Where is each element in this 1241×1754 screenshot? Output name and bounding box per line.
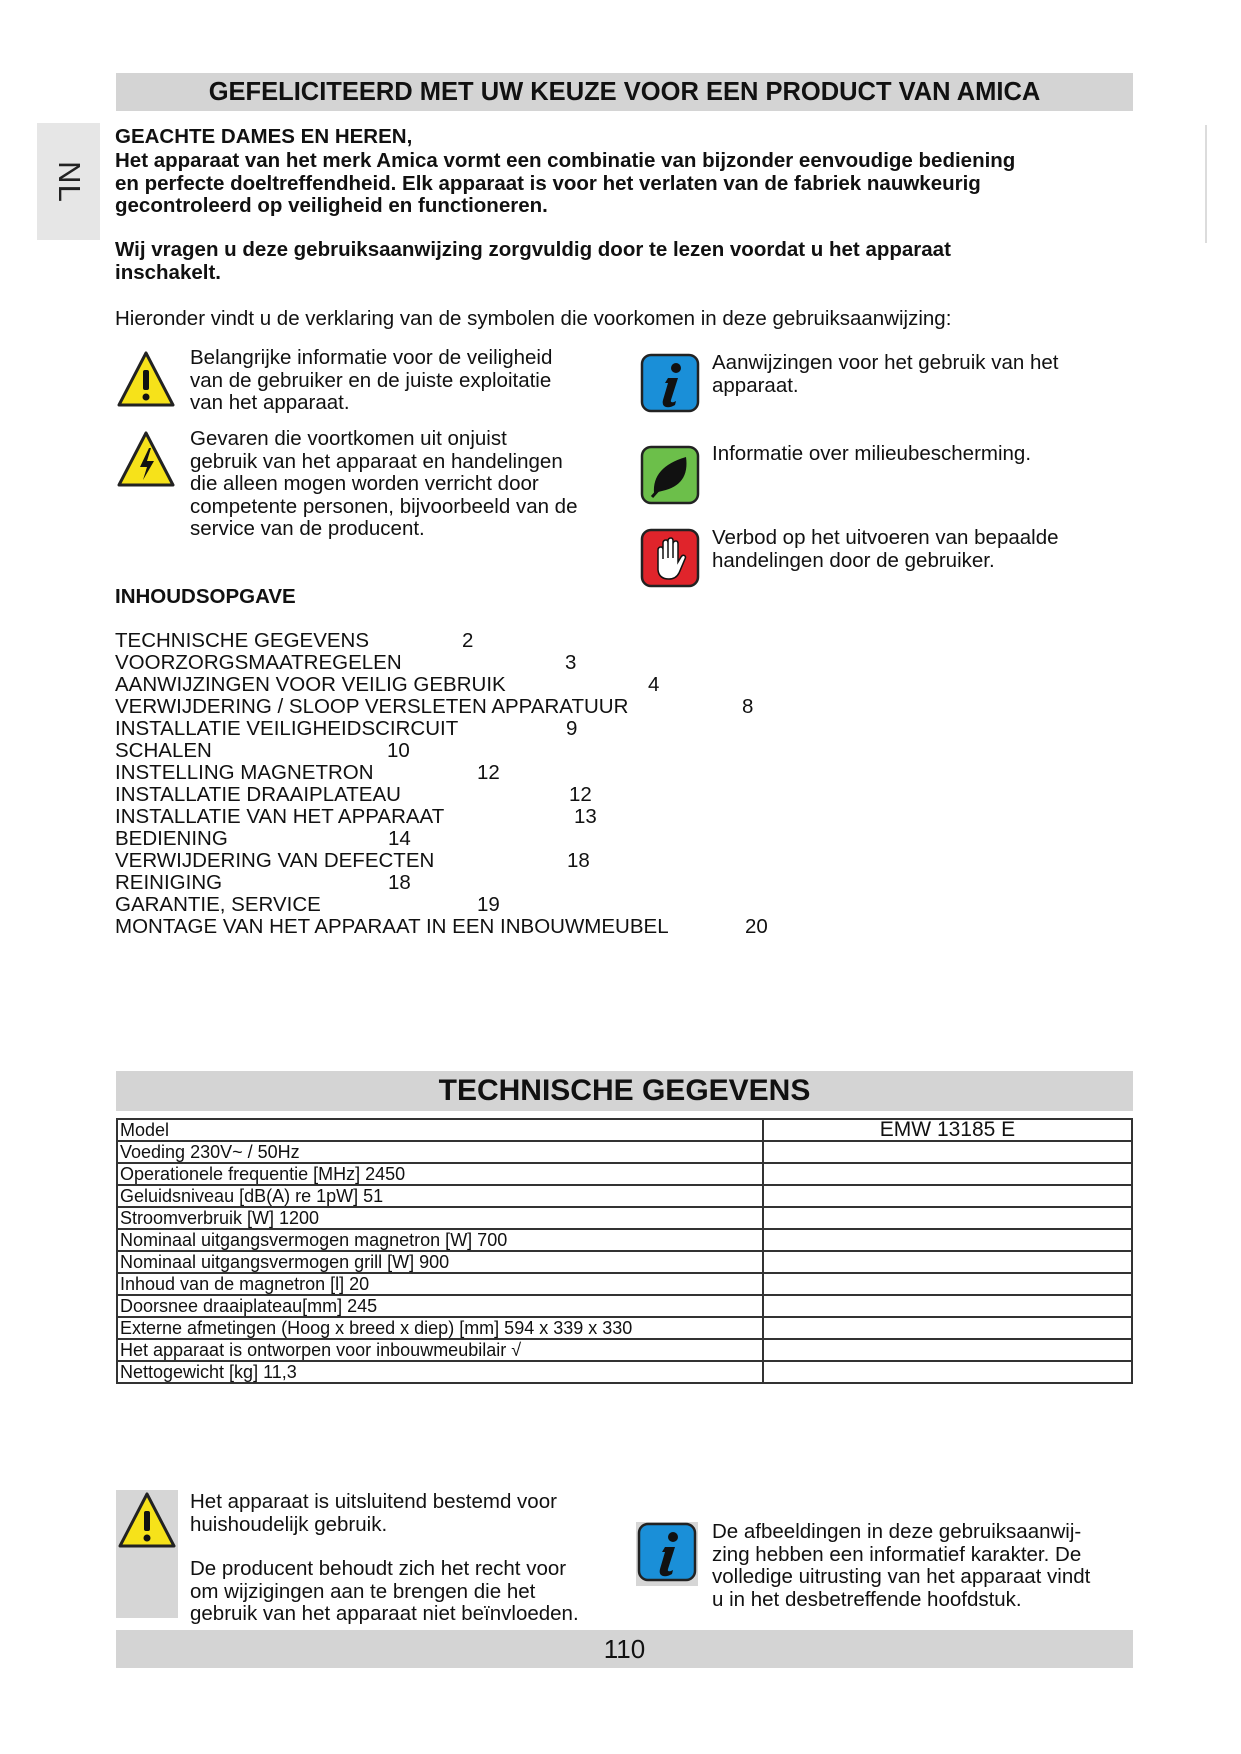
table-row bbox=[117, 1273, 1132, 1295]
table-row bbox=[117, 1163, 1132, 1185]
page-number: 110 bbox=[603, 1634, 646, 1664]
toc-item-page: 8 bbox=[742, 695, 754, 718]
stop-hand-icon bbox=[640, 528, 700, 588]
table-row bbox=[117, 1119, 1132, 1141]
text-line: zing hebben een informatief karakter. De bbox=[712, 1542, 1082, 1566]
text-line: apparaat. bbox=[712, 373, 799, 397]
table-row bbox=[117, 1251, 1132, 1273]
intro-paragraph bbox=[115, 150, 1115, 218]
salutation: GEACHTE DAMES EN HEREN, bbox=[115, 125, 413, 148]
spec-value bbox=[763, 1295, 1132, 1317]
table-row bbox=[117, 1141, 1132, 1163]
changes-note bbox=[190, 1558, 579, 1626]
leaf-icon bbox=[640, 445, 700, 505]
table-row bbox=[117, 1295, 1132, 1317]
toc-item-title: BEDIENING bbox=[115, 827, 228, 850]
spec-label: Externe afmetingen (Hoog x breed x diep) [mm] 594 x 339 x 330 bbox=[117, 1317, 763, 1339]
toc-item-page: 2 bbox=[462, 629, 474, 652]
toc-item-page: 9 bbox=[566, 717, 578, 740]
text-line: die alleen mogen worden verricht door bbox=[190, 472, 539, 495]
toc-item-title: INSTELLING MAGNETRON bbox=[115, 761, 374, 784]
toc-item-title: SCHALEN bbox=[115, 739, 212, 762]
text-line: De afbeeldingen in deze gebruiksaanwij- bbox=[712, 1520, 1082, 1543]
spec-value bbox=[763, 1185, 1132, 1207]
text-line: volledige uitrusting van het apparaat vindt bbox=[712, 1565, 1091, 1588]
text-line: u in het desbetreffende hoofdstuk. bbox=[712, 1587, 1022, 1611]
text-line: Informatie over milieubescherming. bbox=[712, 442, 1032, 465]
spec-label: Nettogewicht [kg] 11,3 bbox=[117, 1361, 763, 1383]
intro-line: gecontroleerd op veiligheid en functioneren. bbox=[115, 194, 548, 217]
toc-item-page: 18 bbox=[388, 871, 411, 894]
table-row bbox=[117, 1229, 1132, 1251]
spec-value bbox=[763, 1229, 1132, 1251]
page-footer bbox=[116, 1630, 1133, 1668]
spec-label: Nominaal uitgangsvermogen magnetron [W] 700 bbox=[117, 1229, 763, 1251]
text-line: van het apparaat. bbox=[190, 391, 350, 414]
spec-label: Geluidsniveau [dB(A) re 1pW] 51 bbox=[117, 1185, 763, 1207]
toc-item-page: 18 bbox=[567, 849, 590, 872]
spec-label: Voeding 230V~ / 50Hz bbox=[117, 1141, 763, 1163]
text-line: gebruik van het apparaat en handelingen bbox=[190, 449, 563, 473]
info-icon bbox=[640, 353, 700, 413]
spec-value bbox=[763, 1317, 1132, 1339]
spec-label: Inhoud van de magnetron [l] 20 bbox=[117, 1273, 763, 1295]
safety-symbol-text bbox=[190, 347, 552, 415]
spec-label: Doorsnee draaiplateau[mm] 245 bbox=[117, 1295, 763, 1317]
spec-value bbox=[763, 1273, 1132, 1295]
toc-heading: INHOUDSOPGAVE bbox=[115, 585, 296, 608]
page-title: GEFELICITEERD MET UW KEUZE VOOR EEN PRODUCT VAN AMICA bbox=[208, 78, 1041, 106]
request-line: inschakelt. bbox=[115, 260, 221, 284]
language-tab bbox=[37, 123, 100, 240]
toc-item-title: INSTALLATIE VAN HET APPARAAT bbox=[115, 805, 445, 828]
request-paragraph bbox=[115, 239, 1115, 284]
language-label: NL bbox=[51, 160, 87, 203]
text-line: competente personen, bijvoorbeeld van de bbox=[190, 494, 578, 518]
high-voltage-icon bbox=[116, 430, 176, 490]
tech-section-title: TECHNISCHE GEGEVENS bbox=[438, 1074, 811, 1107]
text-line: van de gebruiker en de juiste exploitatie bbox=[190, 368, 552, 392]
text-line: huishoudelijk gebruik. bbox=[190, 1512, 388, 1536]
spec-label: Het apparaat is ontworpen voor inbouwmeubilair √ bbox=[117, 1339, 763, 1361]
spec-label: Stroomverbruik [W] 1200 bbox=[117, 1207, 763, 1229]
info-icon bbox=[637, 1522, 697, 1582]
spec-value bbox=[763, 1163, 1132, 1185]
spec-value bbox=[763, 1339, 1132, 1361]
toc-item-page: 13 bbox=[574, 805, 597, 828]
warning-icon bbox=[117, 1491, 177, 1551]
warning-icon bbox=[116, 350, 176, 410]
toc-item-page: 14 bbox=[388, 827, 411, 850]
illustrations-note bbox=[712, 1521, 1090, 1611]
text-line: Het apparaat is uitsluitend bestemd voor bbox=[190, 1490, 557, 1513]
table-row bbox=[117, 1185, 1132, 1207]
danger-symbol-text bbox=[190, 428, 578, 541]
table-row bbox=[117, 1339, 1132, 1361]
spec-label: Nominaal uitgangsvermogen grill [W] 900 bbox=[117, 1251, 763, 1273]
spec-value bbox=[763, 1251, 1132, 1273]
text-line: handelingen door de gebruiker. bbox=[712, 548, 995, 572]
toc-item-title: AANWIJZINGEN VOOR VEILIG GEBRUIK bbox=[115, 673, 506, 696]
request-line: Wij vragen u deze gebruiksaanwijzing zorgvuldig door te lezen voordat u het apparaat bbox=[115, 238, 951, 261]
toc-item-title: INSTALLATIE DRAAIPLATEAU bbox=[115, 783, 401, 806]
text-line: Verbod op het uitvoeren van bepaalde bbox=[712, 526, 1059, 549]
toc-item-title: GARANTIE, SERVICE bbox=[115, 893, 321, 916]
spec-value bbox=[763, 1361, 1132, 1383]
spec-label: Operationele frequentie [MHz] 2450 bbox=[117, 1163, 763, 1185]
toc-item-page: 19 bbox=[477, 893, 500, 916]
toc-item-page: 10 bbox=[387, 739, 410, 762]
text-line: om wijzigingen aan te brengen die het bbox=[190, 1579, 536, 1603]
toc-item-title: VERWIJDERING VAN DEFECTEN bbox=[115, 849, 435, 872]
toc-item-title: INSTALLATIE VEILIGHEIDSCIRCUIT bbox=[115, 717, 459, 740]
spec-label: Model bbox=[117, 1119, 763, 1141]
table-row bbox=[117, 1361, 1132, 1383]
spec-value bbox=[763, 1207, 1132, 1229]
text-line: Aanwijzingen voor het gebruik van het bbox=[712, 351, 1059, 374]
table-of-contents bbox=[115, 630, 815, 940]
symbols-intro: Hieronder vindt u de verklaring van de symbolen die voorkomen in deze gebruiksaanwijzing: bbox=[115, 307, 952, 330]
household-note bbox=[190, 1491, 557, 1536]
toc-item-page: 3 bbox=[565, 651, 577, 674]
text-line: service van de producent. bbox=[190, 517, 425, 540]
toc-item-title: VOORZORGSMAATREGELEN bbox=[115, 651, 402, 674]
intro-line: Het apparaat van het merk Amica vormt een combinatie van bijzonder eenvoudige bediening bbox=[115, 149, 1016, 172]
toc-item-title: VERWIJDERING / SLOOP VERSLETEN APPARATUUR bbox=[115, 695, 629, 718]
table-row bbox=[117, 1207, 1132, 1229]
text-line: gebruik van het apparaat niet beïnvloeden. bbox=[190, 1602, 579, 1625]
spec-value bbox=[763, 1141, 1132, 1163]
prohibition-symbol-text bbox=[712, 527, 1059, 572]
toc-item-title: REINIGING bbox=[115, 871, 223, 894]
environment-symbol-text bbox=[712, 443, 1031, 466]
toc-item-page: 4 bbox=[648, 673, 660, 696]
text-line: Belangrijke informatie voor de veiligheid bbox=[190, 346, 553, 369]
toc-item-page: 12 bbox=[569, 783, 592, 806]
info-symbol-text bbox=[712, 352, 1058, 397]
page-edge-rule bbox=[1205, 125, 1207, 243]
toc-item-title: MONTAGE VAN HET APPARAAT IN EEN INBOUWMEUBEL bbox=[115, 915, 669, 938]
page-header bbox=[116, 73, 1133, 111]
text-line: Gevaren die voortkomen uit onjuist bbox=[190, 427, 507, 450]
toc-item-title: TECHNISCHE GEGEVENS bbox=[115, 629, 370, 652]
intro-line: en perfecte doeltreffendheid. Elk apparaat is voor het verlaten van de fabriek nauwkeurig bbox=[115, 171, 981, 195]
tech-section-header bbox=[116, 1071, 1133, 1111]
tech-data-table bbox=[116, 1118, 1133, 1384]
toc-item-page: 20 bbox=[745, 915, 768, 938]
table-row bbox=[117, 1317, 1132, 1339]
toc-item-page: 12 bbox=[477, 761, 500, 784]
text-line: De producent behoudt zich het recht voor bbox=[190, 1557, 567, 1580]
model-value: EMW 13185 E bbox=[763, 1119, 1132, 1141]
